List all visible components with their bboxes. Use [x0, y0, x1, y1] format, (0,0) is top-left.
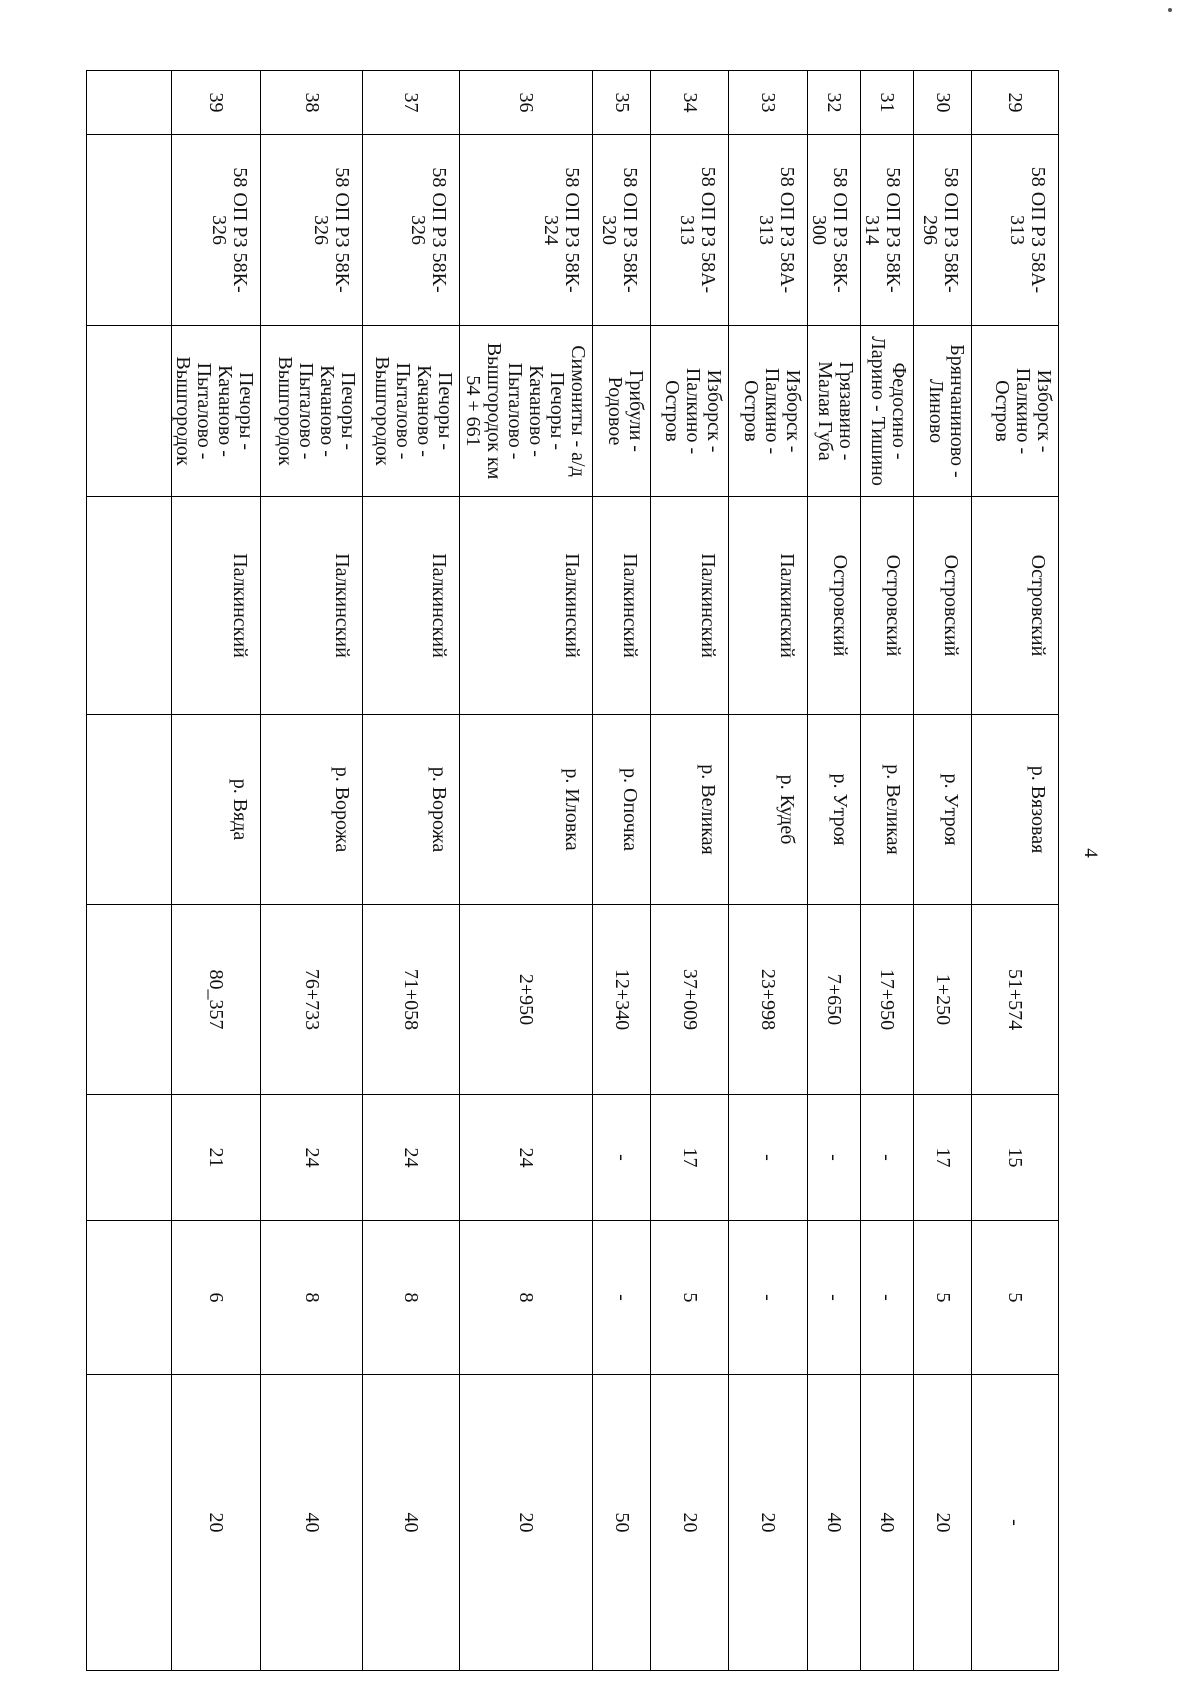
- cell-road-code: 58 ОП РЗ 58К- 326: [261, 135, 363, 326]
- cell-district: Островский: [861, 497, 914, 715]
- table-row-empty: [87, 71, 172, 1671]
- cell-road-code: 58 ОП РЗ 58А- 313: [651, 135, 729, 326]
- cell-district: Палкинский: [593, 497, 651, 715]
- cell-number: 29: [972, 71, 1059, 135]
- cell-route: Изборск - Палкино - Остров: [729, 326, 808, 497]
- cell-route: Грязавино - Малая Губа: [808, 326, 861, 497]
- cell-empty: [87, 71, 172, 135]
- cell-road-code: 58 ОП РЗ 58К- 324: [460, 135, 593, 326]
- cell-empty: [87, 1095, 172, 1221]
- cell-km: 71+058: [363, 905, 460, 1095]
- cell-river: р. Утроя: [914, 715, 972, 905]
- cell-empty: [87, 497, 172, 715]
- cell-district: Островский: [808, 497, 861, 715]
- cell-value-3: 40: [363, 1375, 460, 1671]
- cell-river: р. Утроя: [808, 715, 861, 905]
- cell-district: Островский: [914, 497, 972, 715]
- cell-road-code: 58 ОП РЗ 58А- 313: [972, 135, 1059, 326]
- cell-road-code: 58 ОП РЗ 58К- 296: [914, 135, 972, 326]
- cell-value-3: 20: [729, 1375, 808, 1671]
- cell-river: р. Опочка: [593, 715, 651, 905]
- cell-value-1: -: [729, 1095, 808, 1221]
- cell-route: Брянчаниново - Линово: [914, 326, 972, 497]
- table-row: [808, 71, 861, 1671]
- cell-road-code: 58 ОП РЗ 58К- 326: [172, 135, 261, 326]
- cell-road-code: 58 ОП РЗ 58К- 300: [808, 135, 861, 326]
- table-row: [914, 71, 972, 1671]
- cell-km: 2+950: [460, 905, 593, 1095]
- cell-value-3: 20: [172, 1375, 261, 1671]
- cell-route: Печоры - Качаново - Пыталово - Вышгородок: [261, 326, 363, 497]
- cell-value-2: 5: [914, 1221, 972, 1375]
- cell-river: р. Ворожа: [363, 715, 460, 905]
- cell-empty: [87, 326, 172, 497]
- cell-river: р. Великая: [861, 715, 914, 905]
- cell-value-3: 40: [261, 1375, 363, 1671]
- cell-km: 51+574: [972, 905, 1059, 1095]
- cell-value-3: 50: [593, 1375, 651, 1671]
- cell-number: 35: [593, 71, 651, 135]
- cell-empty: [87, 1221, 172, 1375]
- cell-km: 76+733: [261, 905, 363, 1095]
- cell-km: 17+950: [861, 905, 914, 1095]
- cell-value-3: 40: [861, 1375, 914, 1671]
- cell-river: р. Иловка: [460, 715, 593, 905]
- cell-value-2: 8: [261, 1221, 363, 1375]
- cell-value-2: 5: [651, 1221, 729, 1375]
- cell-river: р. Вязовая: [972, 715, 1059, 905]
- scan-speck: [1168, 8, 1172, 12]
- cell-value-1: 15: [972, 1095, 1059, 1221]
- cell-value-3: 20: [914, 1375, 972, 1671]
- cell-value-1: -: [861, 1095, 914, 1221]
- cell-value-2: -: [861, 1221, 914, 1375]
- bridges-table: [86, 70, 1059, 1671]
- cell-km: 12+340: [593, 905, 651, 1095]
- cell-km: 37+009: [651, 905, 729, 1095]
- cell-route: Печоры - Качаново - Пыталово - Вышгородок: [172, 326, 261, 497]
- cell-number: 38: [261, 71, 363, 135]
- cell-number: 34: [651, 71, 729, 135]
- cell-district: Палкинский: [261, 497, 363, 715]
- cell-value-3: -: [972, 1375, 1059, 1671]
- cell-river: р. Ворожа: [261, 715, 363, 905]
- cell-value-1: 17: [651, 1095, 729, 1221]
- cell-value-2: 6: [172, 1221, 261, 1375]
- cell-road-code: 58 ОП РЗ 58К- 326: [363, 135, 460, 326]
- cell-value-3: 40: [808, 1375, 861, 1671]
- table-row: [861, 71, 914, 1671]
- cell-value-1: -: [593, 1095, 651, 1221]
- cell-road-code: 58 ОП РЗ 58К- 314: [861, 135, 914, 326]
- table-row: [172, 71, 261, 1671]
- cell-value-1: 24: [363, 1095, 460, 1221]
- cell-route: Изборск - Палкино - Остров: [651, 326, 729, 497]
- cell-value-3: 20: [651, 1375, 729, 1671]
- table-row: [729, 71, 808, 1671]
- cell-empty: [87, 905, 172, 1095]
- cell-value-1: 21: [172, 1095, 261, 1221]
- cell-route: Печоры - Качаново - Пыталово - Вышгородок: [363, 326, 460, 497]
- cell-district: Палкинский: [729, 497, 808, 715]
- rotated-table-wrapper: [91, 70, 1059, 1670]
- cell-number: 31: [861, 71, 914, 135]
- cell-number: 30: [914, 71, 972, 135]
- table-row: [460, 71, 593, 1671]
- table-row: [593, 71, 651, 1671]
- cell-district: Палкинский: [651, 497, 729, 715]
- cell-km: 23+998: [729, 905, 808, 1095]
- cell-number: 36: [460, 71, 593, 135]
- cell-number: 39: [172, 71, 261, 135]
- cell-km: 7+650: [808, 905, 861, 1095]
- cell-value-2: 5: [972, 1221, 1059, 1375]
- cell-route: Симониты - а/д Печоры - Качаново - Пыталово - Вышгородок км 54 + 661: [460, 326, 593, 497]
- cell-empty: [87, 1375, 172, 1671]
- cell-value-1: -: [808, 1095, 861, 1221]
- cell-district: Островский: [972, 497, 1059, 715]
- cell-river: р. Кудеб: [729, 715, 808, 905]
- cell-district: Палкинский: [363, 497, 460, 715]
- cell-empty: [87, 135, 172, 326]
- cell-value-1: 24: [261, 1095, 363, 1221]
- cell-road-code: 58 ОП РЗ 58К- 320: [593, 135, 651, 326]
- cell-route: Федосино - Ларино - Тишино: [861, 326, 914, 497]
- cell-value-3: 20: [460, 1375, 593, 1671]
- table-row: [363, 71, 460, 1671]
- cell-route: Изборск - Палкино - Остров: [972, 326, 1059, 497]
- table-row: [261, 71, 363, 1671]
- cell-number: 33: [729, 71, 808, 135]
- cell-value-2: -: [729, 1221, 808, 1375]
- cell-value-1: 17: [914, 1095, 972, 1221]
- cell-district: Палкинский: [172, 497, 261, 715]
- cell-km: 80_357: [172, 905, 261, 1095]
- cell-value-2: -: [593, 1221, 651, 1375]
- table-row: [651, 71, 729, 1671]
- cell-value-2: -: [808, 1221, 861, 1375]
- cell-km: 1+250: [914, 905, 972, 1095]
- table-row: [972, 71, 1059, 1671]
- cell-number: 32: [808, 71, 861, 135]
- cell-value-2: 8: [363, 1221, 460, 1375]
- cell-district: Палкинский: [460, 497, 593, 715]
- cell-value-1: 24: [460, 1095, 593, 1221]
- cell-route: Грибули - Родовое: [593, 326, 651, 497]
- cell-river: р. Великая: [651, 715, 729, 905]
- cell-river: р. Вяда: [172, 715, 261, 905]
- cell-road-code: 58 ОП РЗ 58А- 313: [729, 135, 808, 326]
- cell-value-2: 8: [460, 1221, 593, 1375]
- cell-empty: [87, 715, 172, 905]
- page-number: 4: [1080, 848, 1101, 858]
- cell-number: 37: [363, 71, 460, 135]
